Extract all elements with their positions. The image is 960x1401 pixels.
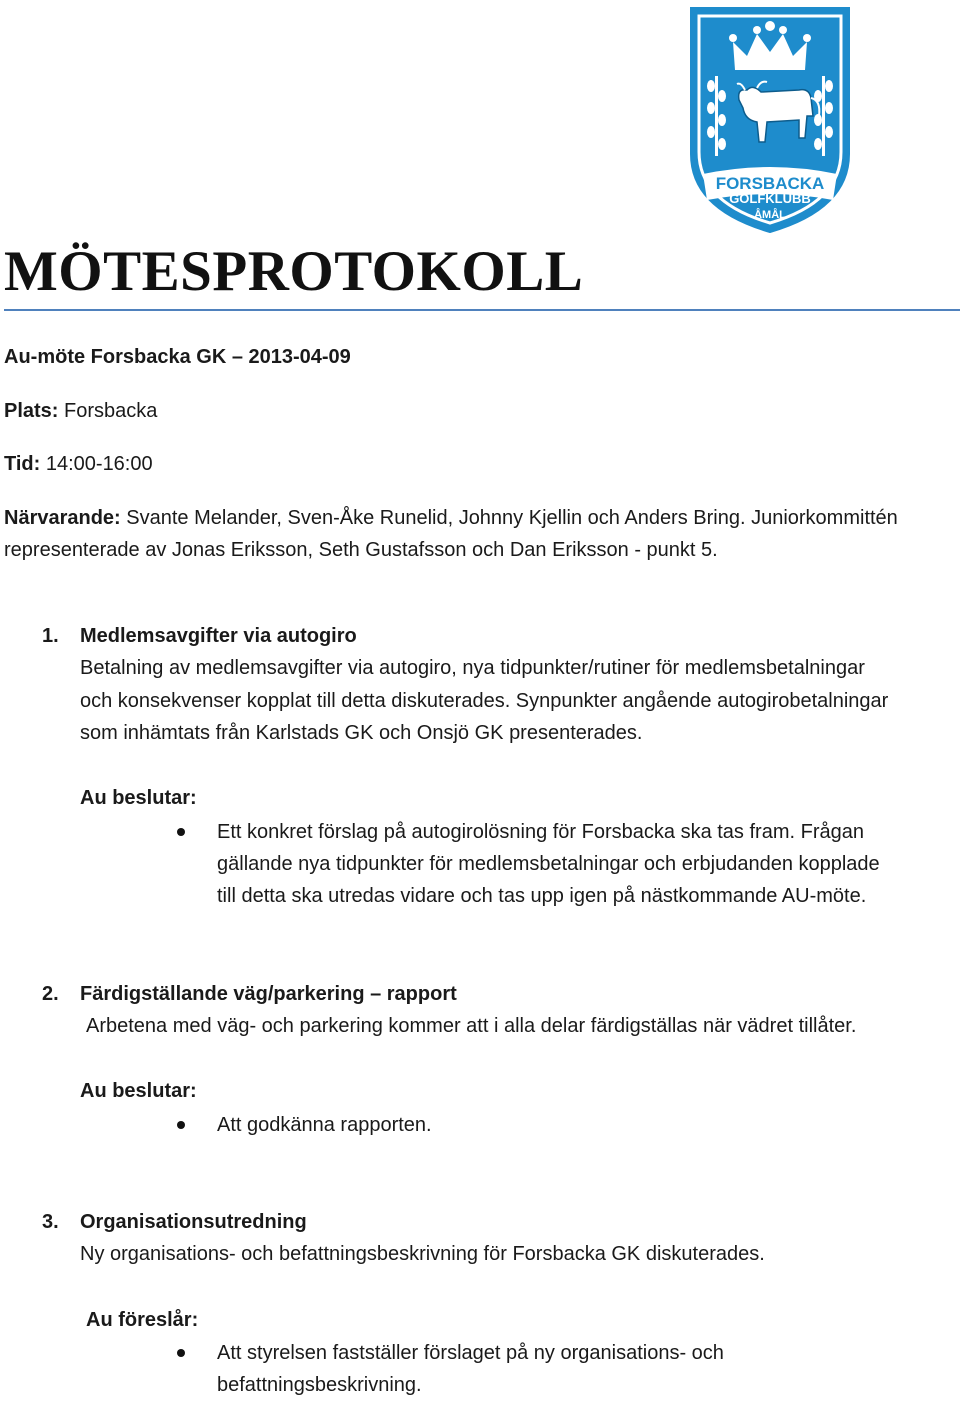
item-heading: Medlemsavgifter via autogiro [80,625,357,647]
bullet-line: befattningsbeskrivning. [217,1374,422,1396]
place-line [4,395,157,427]
meeting-heading: Au-möte Forsbacka GK – 2013-04-09 [4,346,351,368]
time-value: 14:00-16:00 [40,453,153,475]
present-line [4,502,898,534]
item-heading: Organisationsutredning [80,1211,307,1233]
item-heading: Färdigställande väg/parkering – rapport [80,983,457,1005]
item-number: 1. [42,625,59,647]
bullet-line: Att godkänna rapporten. [217,1114,432,1136]
document-title: MÖTESPROTOKOLL [4,240,584,303]
forsbacka-golfklubb-logo [687,4,853,236]
present-line-2: representerade av Jonas Eriksson, Seth Gustafsson och Dan Eriksson - punkt 5. [4,539,718,561]
time-label: Tid: [4,453,41,475]
item-body-line: Ny organisations- och befattningsbeskrivning för Forsbacka GK diskuterades. [80,1243,765,1265]
bullet-icon [177,1349,185,1357]
decision-label: Au beslutar: [80,1080,197,1102]
decision-label: Au beslutar: [80,787,197,809]
place-label: Plats: [4,400,59,422]
bullet-line: Ett konkret förslag på autogirolösning för Forsbacka ska tas fram. Frågan [217,821,864,843]
present-value: Svante Melander, Sven-Åke Runelid, Johnny Kjellin och Anders Bring. Juniorkommittén [120,507,898,529]
item-body-line: Arbetena med väg- och parkering kommer att i alla delar färdigställas när vädret tillåter. [86,1015,857,1037]
bullet-line: gällande nya tidpunkter för medlemsbetalningar och erbjudanden kopplade [217,853,880,875]
item-body-line: Betalning av medlemsavgifter via autogiro, nya tidpunkter/rutiner för medlemsbetalningar [80,657,865,679]
item-number: 3. [42,1211,59,1233]
logo-sub-text: GOLFKLUBB [729,191,811,206]
item-body-line: och konsekvenser kopplat till detta diskuterades. Synpunkter angående autogirobetalningar [80,690,889,712]
bullet-line: Att styrelsen fastställer förslaget på ny organisations- och [217,1342,724,1364]
logo-place-text: ÅMÅL [754,209,786,221]
title-divider [4,309,960,311]
present-label: Närvarande: [4,507,121,529]
item-body-line: som inhämtats från Karlstads GK och Onsjö GK presenterades. [80,722,643,744]
bullet-line: till detta ska utredas vidare och tas upp igen på nästkommande AU-möte. [217,885,867,907]
bullet-icon [177,828,185,836]
time-line [4,448,153,480]
logo-name-text: FORSBACKA [715,174,825,193]
bullet-icon [177,1121,185,1129]
item-number: 2. [42,983,59,1005]
decision-label: Au föreslår: [86,1309,199,1331]
place-value: Forsbacka [58,400,158,422]
